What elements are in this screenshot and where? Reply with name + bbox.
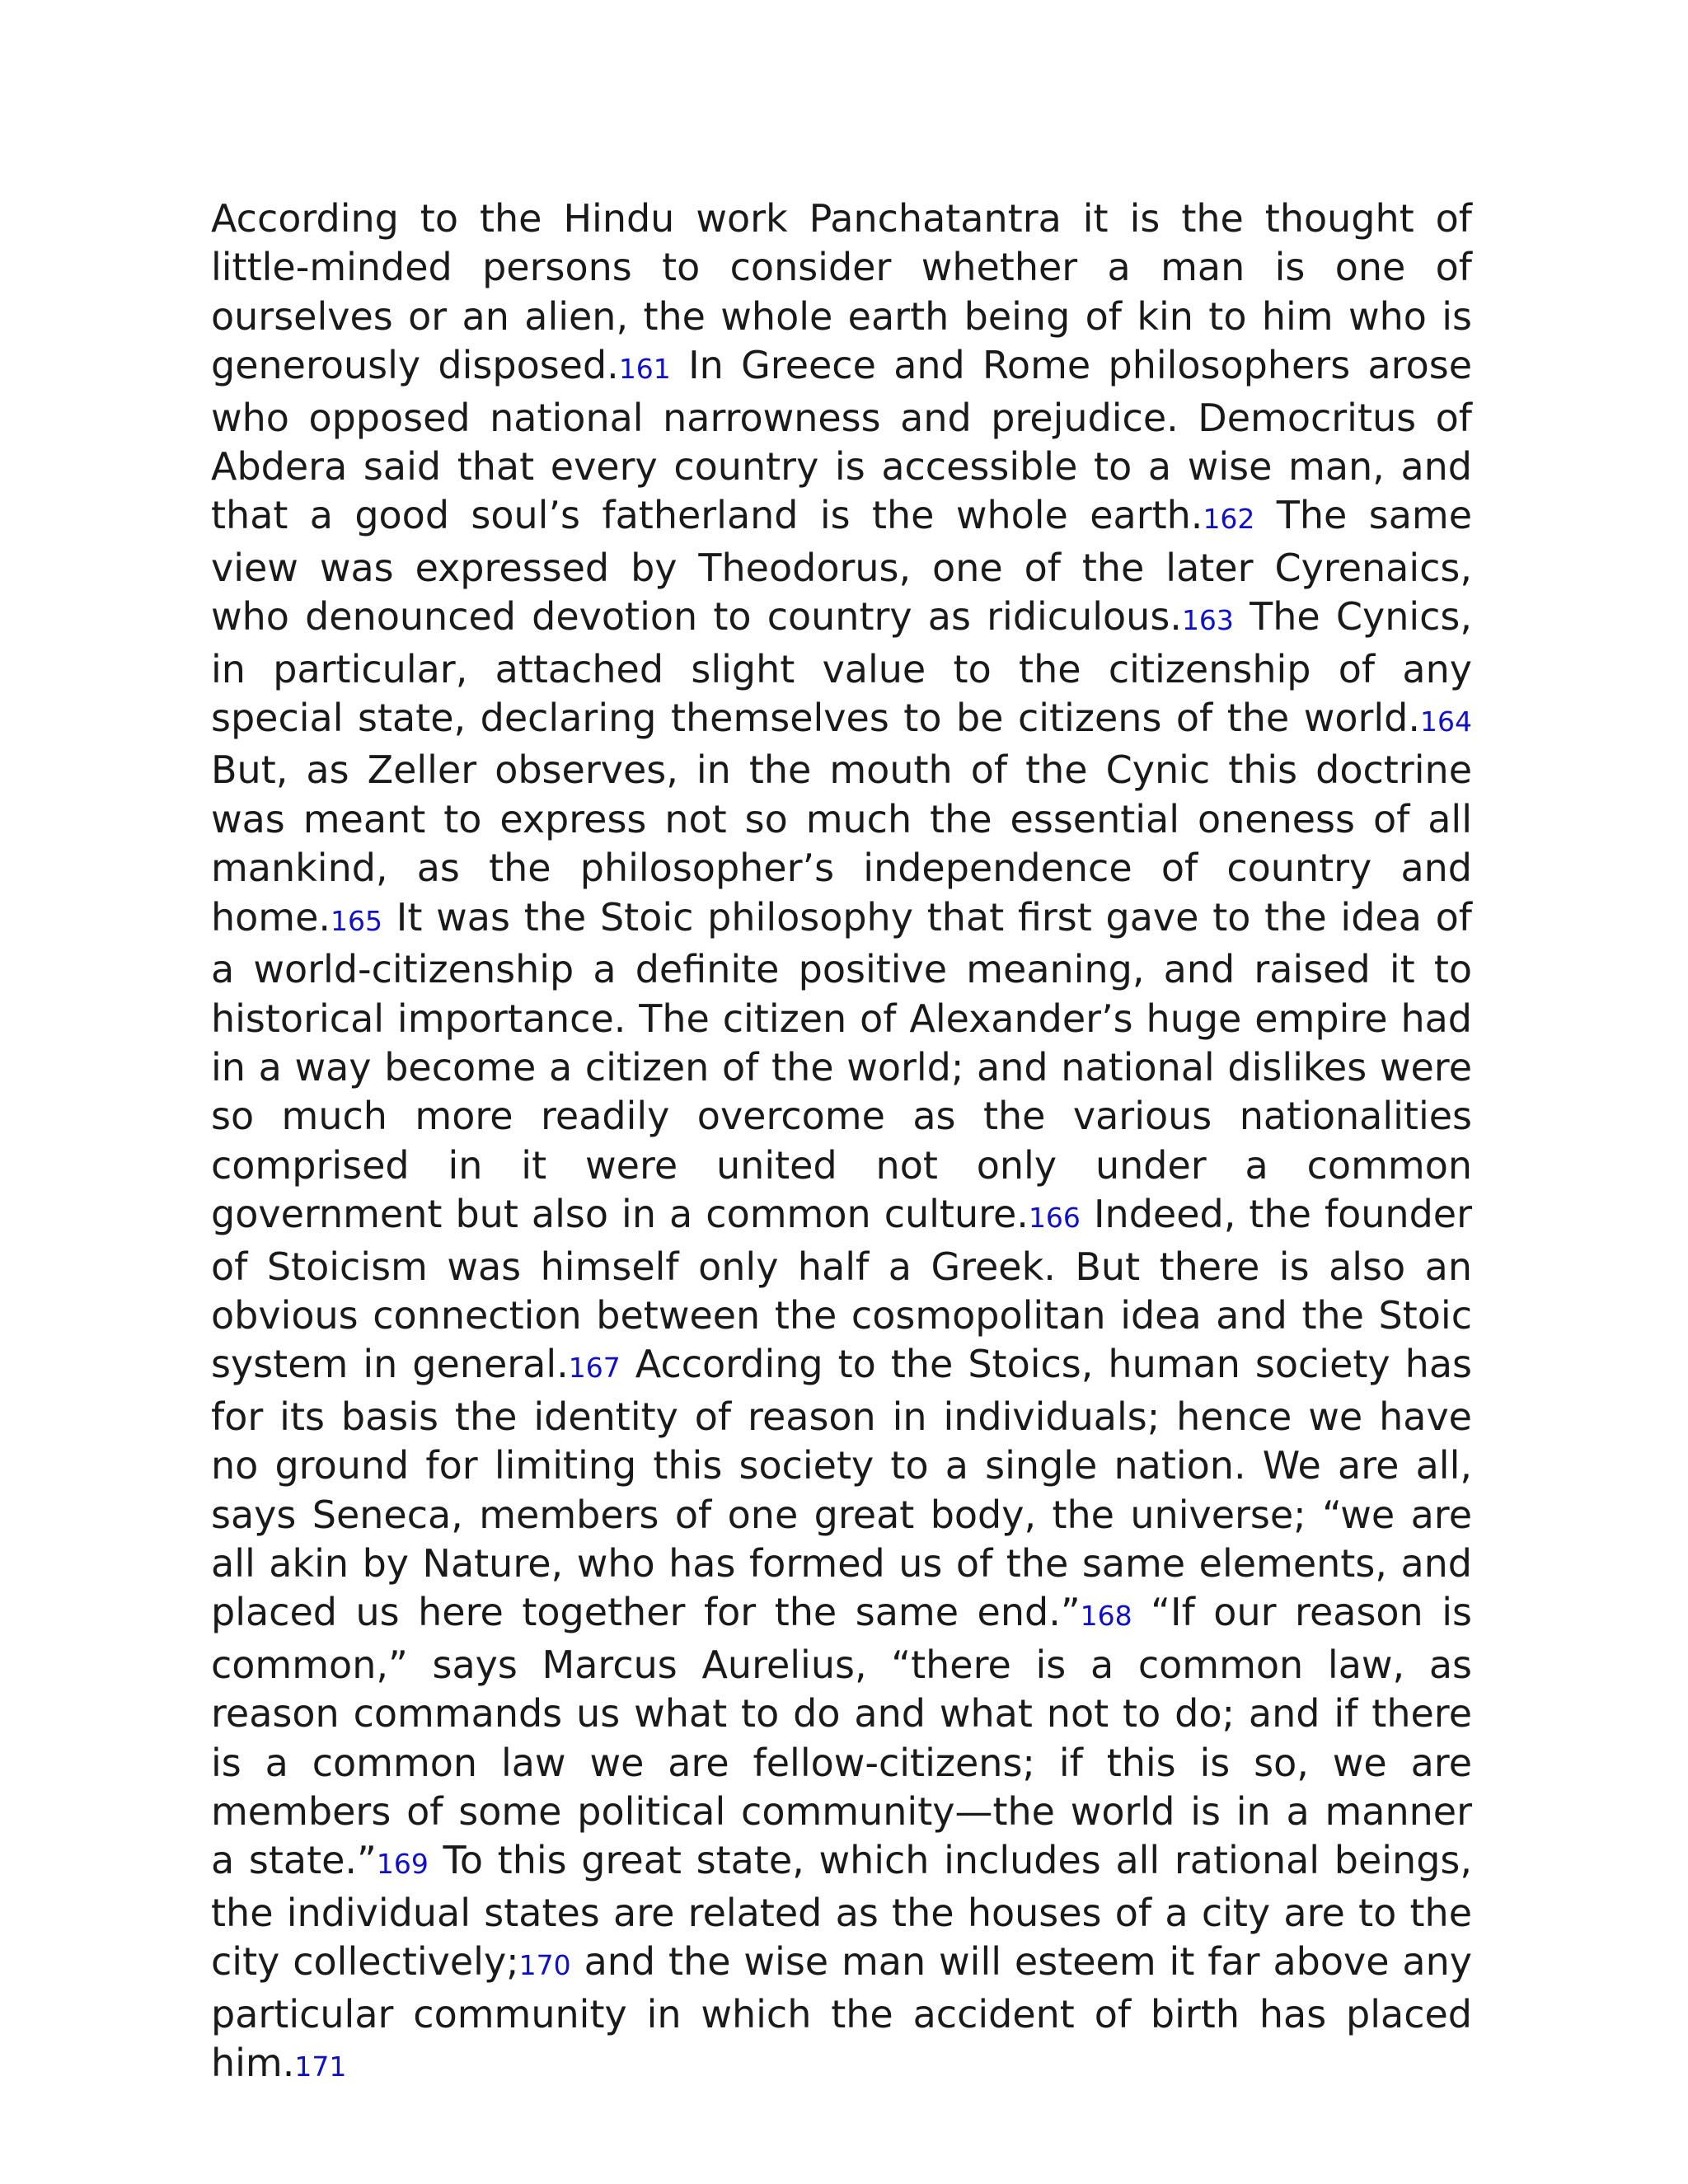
footnote-link-170[interactable]: 170 [518, 1949, 571, 1982]
footnote-link-167[interactable]: 167 [568, 1352, 621, 1385]
text-segment: But, as Zeller observes, in the mouth of the Cynic this doctrine was meant to express not so much the essential oneness of all mankind, as the philosopher’s independence of country and home. [211, 748, 1472, 940]
text-segment: Indeed, the founder of Stoicism was himself only half a Greek. But there is also an obvious connection between the cosmopolitan idea and the Stoic system in general. [211, 1192, 1472, 1387]
footnote-link-171[interactable]: 171 [294, 2050, 347, 2083]
footnote-link-165[interactable]: 165 [331, 904, 383, 937]
footnote-link-162[interactable]: 162 [1203, 503, 1255, 536]
text-segment: According to the Hindu work Panchatantra it is the thought of little-minded persons to consider whether a man is one of ourselves or an alien, the whole earth being of kin to him who is generously disposed. [211, 196, 1472, 388]
text-segment: According to the Stoics, human society has for its basis the identity of reason in individuals; hence we have no ground for limiting this society to a single nation. We are all, says Seneca, members of one great body, the universe; “we are all akin by Nature, who has formed us of the same elements, and placed us here together for the same end.” [211, 1342, 1472, 1635]
footnote-link-164[interactable]: 164 [1420, 705, 1472, 738]
footnote-link-168[interactable]: 168 [1080, 1600, 1132, 1633]
footnote-link-166[interactable]: 166 [1028, 1202, 1081, 1235]
text-segment: The Cynics, in particular, attached slight value to the citizenship of any special state, declaring themselves to be citizens of the world. [211, 594, 1473, 741]
body-text [211, 194, 1472, 2091]
text-segment: and the wise man will esteem it far above any particular community in which the accident of birth has placed him. [211, 1939, 1472, 2086]
text-segment: The same view was expressed by Theodorus, one of the later Cyrenaics, who denounced devotion to country as ridiculous. [211, 493, 1472, 640]
footnote-link-169[interactable]: 169 [376, 1848, 429, 1881]
text-segment: To this great state, which includes all rational beings, the individual states are related as the houses of a city are to the city collectively; [211, 1838, 1472, 1985]
text-segment: It was the Stoic philosophy that first gave to the idea of a world-citizenship a definite positive meaning, and raised it to historical importance. The citizen of Alexander’s huge empire had in a way become a citizen of the world; and national dislikes were so much more readily overcome as the various nationalities comprised in it were united not only under a common government but also in a common culture. [211, 894, 1472, 1237]
footnote-link-163[interactable]: 163 [1181, 604, 1234, 637]
text-segment: “If our reason is common,” says Marcus Aurelius, “there is a common law, as reason commands us what to do and what not to do; and if there is a common law we are fellow-citizens; if this is so, we are members of some political community—the world is in a manner a state.” [211, 1590, 1472, 1883]
footnote-link-161[interactable]: 161 [618, 353, 671, 386]
paragraph [211, 194, 1472, 2091]
text-segment: In Greece and Rome philosophers arose who opposed national narrowness and prejudice. Democritus of Abdera said that every country is accessible to a wise man, and that a good soul’s fatherland is the whole earth. [211, 343, 1472, 538]
